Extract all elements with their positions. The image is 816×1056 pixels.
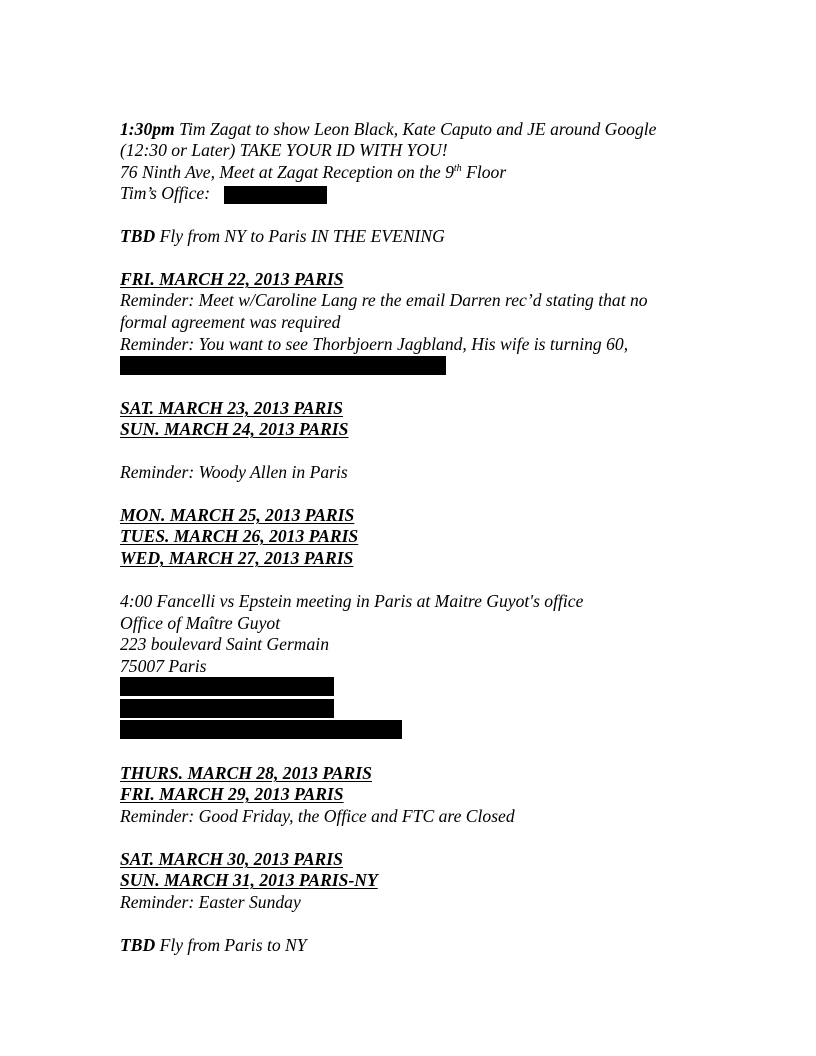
meeting-line: 4:00 Fancelli vs Epstein meeting in Paris at Maitre Guyot's office bbox=[120, 591, 584, 611]
appointment-note: (12:30 or Later) TAKE YOUR ID WITH YOU! bbox=[120, 140, 448, 160]
date-heading-march-30: SAT. MARCH 30, 2013 PARIS bbox=[120, 849, 343, 869]
reminder-line: Reminder: Easter Sunday bbox=[120, 892, 301, 912]
redaction-block bbox=[120, 356, 446, 375]
travel-text: Fly from Paris to NY bbox=[159, 935, 307, 955]
travel-text: Fly from NY to Paris IN THE EVENING bbox=[159, 226, 445, 246]
appointment-text: Tim Zagat to show Leon Black, Kate Caputo and JE around Google bbox=[179, 119, 657, 139]
tbd-label: TBD bbox=[120, 226, 156, 246]
reminder-line: formal agreement was required bbox=[120, 312, 341, 332]
appointment-time: 1:30pm bbox=[120, 119, 175, 139]
office-phone-label: Tim’s Office: bbox=[120, 183, 211, 203]
date-heading-march-24: SUN. MARCH 24, 2013 PARIS bbox=[120, 419, 349, 439]
redaction-block bbox=[224, 186, 327, 204]
address-line: 75007 Paris bbox=[120, 656, 207, 676]
address-line: 76 Ninth Ave, Meet at Zagat Reception on the 9th Floor bbox=[120, 162, 507, 182]
redaction-block bbox=[120, 677, 334, 696]
reminder-line: Reminder: You want to see Thorbjoern Jagbland, His wife is turning 60, bbox=[120, 334, 629, 354]
superscript-th: th bbox=[453, 163, 462, 174]
reminder-line: Reminder: Good Friday, the Office and FTC are Closed bbox=[120, 806, 515, 826]
redaction-block bbox=[120, 699, 334, 718]
travel-line bbox=[120, 935, 307, 956]
address-line: Office of Maître Guyot bbox=[120, 613, 281, 633]
reminder-line: Reminder: Woody Allen in Paris bbox=[120, 462, 348, 482]
redaction-block bbox=[120, 720, 402, 739]
address-line: 223 boulevard Saint Germain bbox=[120, 634, 329, 654]
date-heading-march-29: FRI. MARCH 29, 2013 PARIS bbox=[120, 784, 344, 804]
date-heading-march-28: THURS. MARCH 28, 2013 PARIS bbox=[120, 763, 372, 783]
appointment-line bbox=[120, 119, 656, 140]
date-heading-march-25: MON. MARCH 25, 2013 PARIS bbox=[120, 505, 355, 525]
date-heading-march-31: SUN. MARCH 31, 2013 PARIS-NY bbox=[120, 870, 378, 890]
reminder-line: Reminder: Meet w/Caroline Lang re the email Darren rec’d stating that no bbox=[120, 290, 648, 310]
tbd-label: TBD bbox=[120, 935, 156, 955]
date-heading-march-26: TUES. MARCH 26, 2013 PARIS bbox=[120, 526, 359, 546]
date-heading-march-22: FRI. MARCH 22, 2013 PARIS bbox=[120, 269, 344, 289]
date-heading-march-23: SAT. MARCH 23, 2013 PARIS bbox=[120, 398, 343, 418]
date-heading-march-27: WED, MARCH 27, 2013 PARIS bbox=[120, 548, 354, 568]
travel-line bbox=[120, 226, 445, 247]
